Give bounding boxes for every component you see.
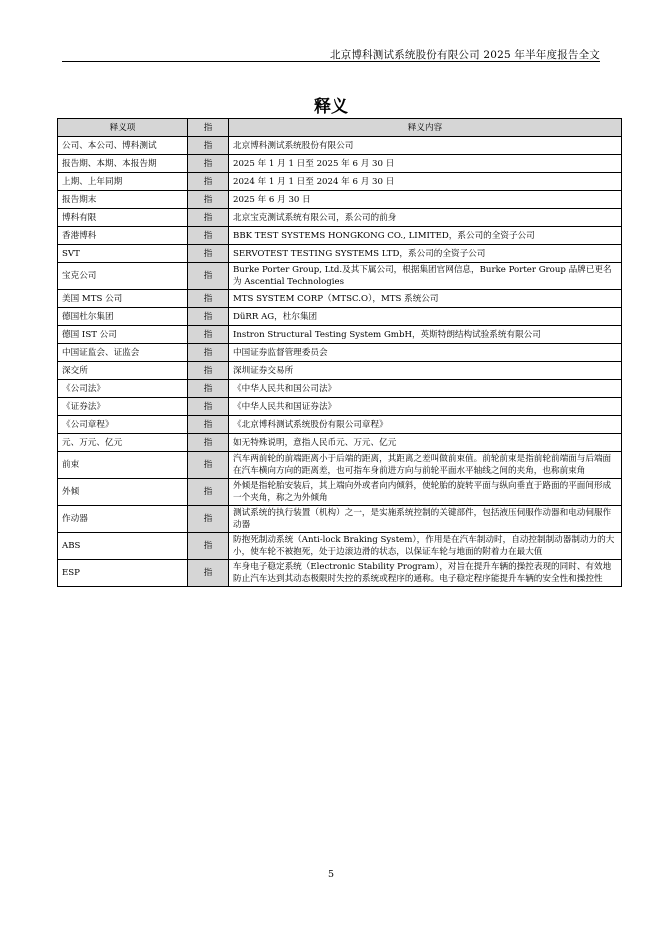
definition-cell: MTS SYSTEM CORP（MTSC.O），MTS 系统公司 (229, 290, 622, 308)
ref-cell: 指 (188, 245, 229, 263)
ref-cell: 指 (188, 362, 229, 380)
header-rule (62, 61, 600, 62)
table-row (58, 380, 622, 398)
ref-cell: 指 (188, 479, 229, 506)
ref-cell: 指 (188, 263, 229, 290)
table-row (58, 560, 622, 587)
definition-cell: SERVOTEST TESTING SYSTEMS LTD，系公司的全资子公司 (229, 245, 622, 263)
definition-cell: Instron Structural Testing System GmbH，英斯特朗结构试验系统有限公司 (229, 326, 622, 344)
term-cell: 《公司章程》 (58, 416, 188, 434)
term-cell: 《公司法》 (58, 380, 188, 398)
term-cell: 宝克公司 (58, 263, 188, 290)
ref-cell: 指 (188, 380, 229, 398)
term-cell: 《证券法》 (58, 398, 188, 416)
ref-cell: 指 (188, 137, 229, 155)
table-row (58, 263, 622, 290)
ref-cell: 指 (188, 173, 229, 191)
table-row (58, 398, 622, 416)
table-row (58, 479, 622, 506)
table-row (58, 434, 622, 452)
table-header-row (58, 119, 622, 137)
definition-cell: 2024 年 1 月 1 日至 2024 年 6 月 30 日 (229, 173, 622, 191)
page-title: 释义 (314, 97, 348, 117)
term-cell: 中国证监会、证监会 (58, 344, 188, 362)
term-cell: 博科有限 (58, 209, 188, 227)
term-cell: 报告期末 (58, 191, 188, 209)
term-cell: SVT (58, 245, 188, 263)
ref-cell: 指 (188, 434, 229, 452)
definition-cell: 2025 年 1 月 1 日至 2025 年 6 月 30 日 (229, 155, 622, 173)
definition-cell: 车身电子稳定系统（Electronic Stability Program），对旨在提升车辆的操控表现的同时、有效地防止汽车达到其动态极限时失控的系统或程序的通称。电子稳定程序能提升车辆的安全性和操控性 (229, 560, 622, 587)
definition-cell: 防抱死制动系统（Anti-lock Braking System），作用是在汽车制动时，自动控制制动器制动力的大小，使车轮不被抱死，处于边滚边滑的状态，以保证车轮与地面的附着力在最大值 (229, 533, 622, 560)
definition-cell: 深圳证券交易所 (229, 362, 622, 380)
ref-cell: 指 (188, 452, 229, 479)
ref-cell: 指 (188, 326, 229, 344)
definition-cell: 北京博科测试系统股份有限公司 (229, 137, 622, 155)
report-header: 北京博科测试系统股份有限公司 2025 年半年度报告全文 (330, 49, 600, 61)
term-cell: 美国 MTS 公司 (58, 290, 188, 308)
term-cell: 德国杜尔集团 (58, 308, 188, 326)
term-cell: 香港博科 (58, 227, 188, 245)
definition-cell: DüRR AG，杜尔集团 (229, 308, 622, 326)
ref-cell: 指 (188, 560, 229, 587)
column-header-ref: 指 (188, 119, 229, 137)
ref-cell: 指 (188, 533, 229, 560)
table-row (58, 308, 622, 326)
ref-cell: 指 (188, 398, 229, 416)
table-row (58, 506, 622, 533)
page-number: 5 (327, 869, 335, 880)
table-row (58, 155, 622, 173)
term-cell: 外倾 (58, 479, 188, 506)
term-cell: 德国 IST 公司 (58, 326, 188, 344)
definition-cell: 外倾是指轮胎安装后，其上端向外或者向内倾斜，使轮胎的旋转平面与纵向垂直于路面的平面间形成一个夹角，称之为外倾角 (229, 479, 622, 506)
term-cell: 前束 (58, 452, 188, 479)
term-cell: 报告期、本期、本报告期 (58, 155, 188, 173)
ref-cell: 指 (188, 416, 229, 434)
ref-cell: 指 (188, 209, 229, 227)
term-cell: 作动器 (58, 506, 188, 533)
definition-cell: 汽车两前轮的前端距离小于后端的距离，其距离之差叫做前束值。前轮前束是指前轮前端面与后端面在汽车横向方向的距离差，也可指车身前进方向与前轮平面水平轴线之间的夹角，也称前束角 (229, 452, 622, 479)
table-row (58, 191, 622, 209)
definition-cell: BBK TEST SYSTEMS HONGKONG CO., LIMITED，系公司的全资子公司 (229, 227, 622, 245)
definition-cell: Burke Porter Group, Ltd.及其下属公司，根据集团官网信息，Burke Porter Group 品牌已更名为 Ascential Technologies (229, 263, 622, 290)
definition-cell: 测试系统的执行装置（机构）之一，是实施系统控制的关键部件，包括液压伺服作动器和电动伺服作动器 (229, 506, 622, 533)
ref-cell: 指 (188, 506, 229, 533)
ref-cell: 指 (188, 308, 229, 326)
table-row (58, 227, 622, 245)
term-cell: 深交所 (58, 362, 188, 380)
table-row (58, 452, 622, 479)
table-row (58, 362, 622, 380)
definition-cell: 如无特殊说明，意指人民币元、万元、亿元 (229, 434, 622, 452)
term-cell: 元、万元、亿元 (58, 434, 188, 452)
term-cell: ESP (58, 560, 188, 587)
term-cell: 公司、本公司、博科测试 (58, 137, 188, 155)
ref-cell: 指 (188, 155, 229, 173)
column-header-term: 释义项 (58, 119, 188, 137)
table-row (58, 209, 622, 227)
definition-cell: 《中华人民共和国公司法》 (229, 380, 622, 398)
ref-cell: 指 (188, 290, 229, 308)
definition-cell: 中国证券监督管理委员会 (229, 344, 622, 362)
table-row (58, 416, 622, 434)
table-row (58, 326, 622, 344)
ref-cell: 指 (188, 191, 229, 209)
ref-cell: 指 (188, 227, 229, 245)
table-row (58, 533, 622, 560)
definition-cell: 《北京博科测试系统股份有限公司章程》 (229, 416, 622, 434)
table-row (58, 137, 622, 155)
term-cell: 上期、上年同期 (58, 173, 188, 191)
table-row (58, 290, 622, 308)
table-row (58, 173, 622, 191)
definition-cell: 北京宝克测试系统有限公司，系公司的前身 (229, 209, 622, 227)
definition-cell: 2025 年 6 月 30 日 (229, 191, 622, 209)
term-cell: ABS (58, 533, 188, 560)
column-header-definition: 释义内容 (229, 119, 622, 137)
definition-cell: 《中华人民共和国证券法》 (229, 398, 622, 416)
table-row (58, 344, 622, 362)
ref-cell: 指 (188, 344, 229, 362)
definitions-table (57, 118, 622, 587)
table-row (58, 245, 622, 263)
